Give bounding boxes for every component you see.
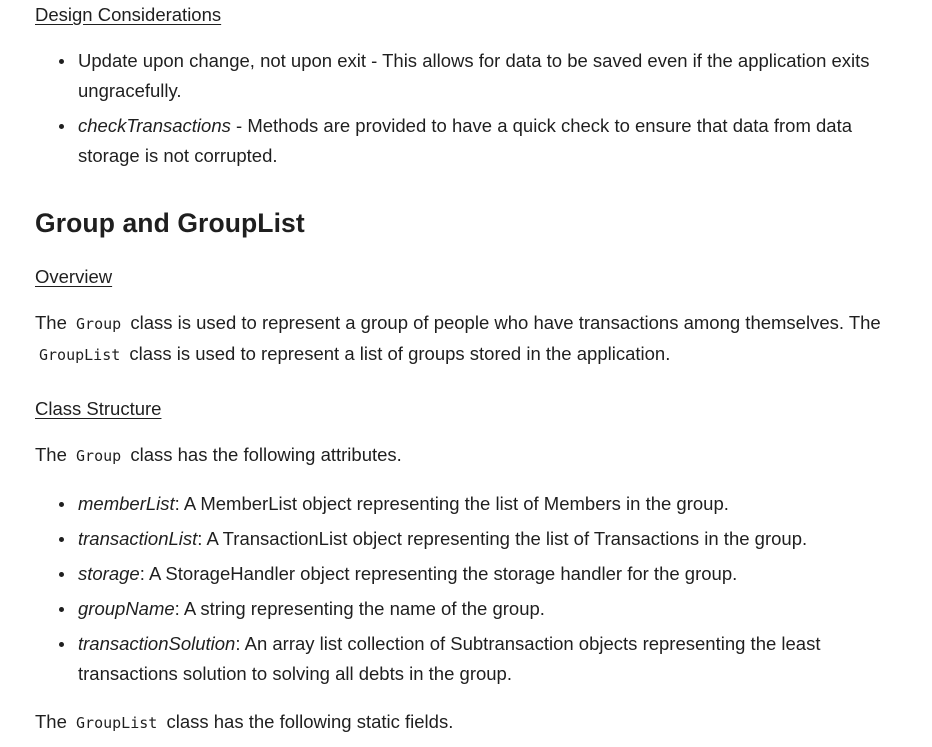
list-item: [76, 594, 902, 624]
paragraph-text: class has the following static fields.: [161, 711, 454, 733]
attribute-name-italic: memberList: [78, 493, 175, 515]
code-span-group: Group: [76, 447, 122, 466]
grouplist-static-fields-paragraph: [35, 707, 902, 738]
list-item: [76, 489, 902, 519]
attribute-description: : A TransactionList object representing the list of Transactions in the group.: [197, 528, 808, 550]
attribute-description: : A StorageHandler object representing the storage handler for the group.: [139, 563, 738, 585]
paragraph-text: class is used to represent a group of people who have transactions among themselves. The: [125, 312, 881, 334]
attribute-description: : A MemberList object representing the list of Members in the group.: [174, 493, 729, 515]
overview-paragraph: [35, 308, 902, 370]
attribute-name-italic: groupName: [78, 598, 175, 620]
attribute-name-italic: transactionList: [78, 528, 198, 550]
heading-class-structure: Class Structure: [35, 398, 162, 420]
code-span-grouplist: GroupList: [76, 714, 158, 733]
list-item: [76, 111, 902, 171]
list-item: [76, 629, 902, 689]
list-item-term-italic: checkTransactions: [78, 115, 231, 136]
list-item: [76, 524, 902, 554]
heading-design-considerations: Design Considerations: [35, 4, 222, 25]
attribute-name-italic: storage: [78, 563, 140, 585]
paragraph-text: The: [35, 444, 73, 466]
attribute-name-italic: transactionSolution: [78, 633, 236, 655]
attribute-description: : A string representing the name of the group.: [174, 598, 545, 620]
group-attributes-list: [35, 489, 902, 689]
list-item-text: - Methods are provided to have a quick check to ensure that data from data storage is not corrupted.: [78, 115, 853, 166]
list-item: [76, 559, 902, 589]
paragraph-text: class has the following attributes.: [125, 444, 402, 466]
list-item-text: Update upon change, not upon exit - This allows for data to be saved even if the application exits ungracefully.: [78, 50, 870, 101]
code-span-grouplist: GroupList: [39, 346, 121, 365]
heading-group-and-grouplist: Group and GroupList: [35, 208, 305, 238]
attribute-description: : An array list collection of Subtransaction objects representing the least transactions solution to solving all debts in the group.: [78, 633, 821, 685]
list-item: [76, 46, 902, 106]
paragraph-text: The: [35, 312, 73, 334]
design-considerations-list: [35, 46, 902, 171]
paragraph-text: class is used to represent a list of groups stored in the application.: [124, 343, 671, 365]
code-span-group: Group: [76, 315, 122, 334]
class-structure-intro-paragraph: [35, 440, 902, 471]
heading-overview: Overview: [35, 266, 113, 288]
paragraph-text: The: [35, 711, 73, 733]
